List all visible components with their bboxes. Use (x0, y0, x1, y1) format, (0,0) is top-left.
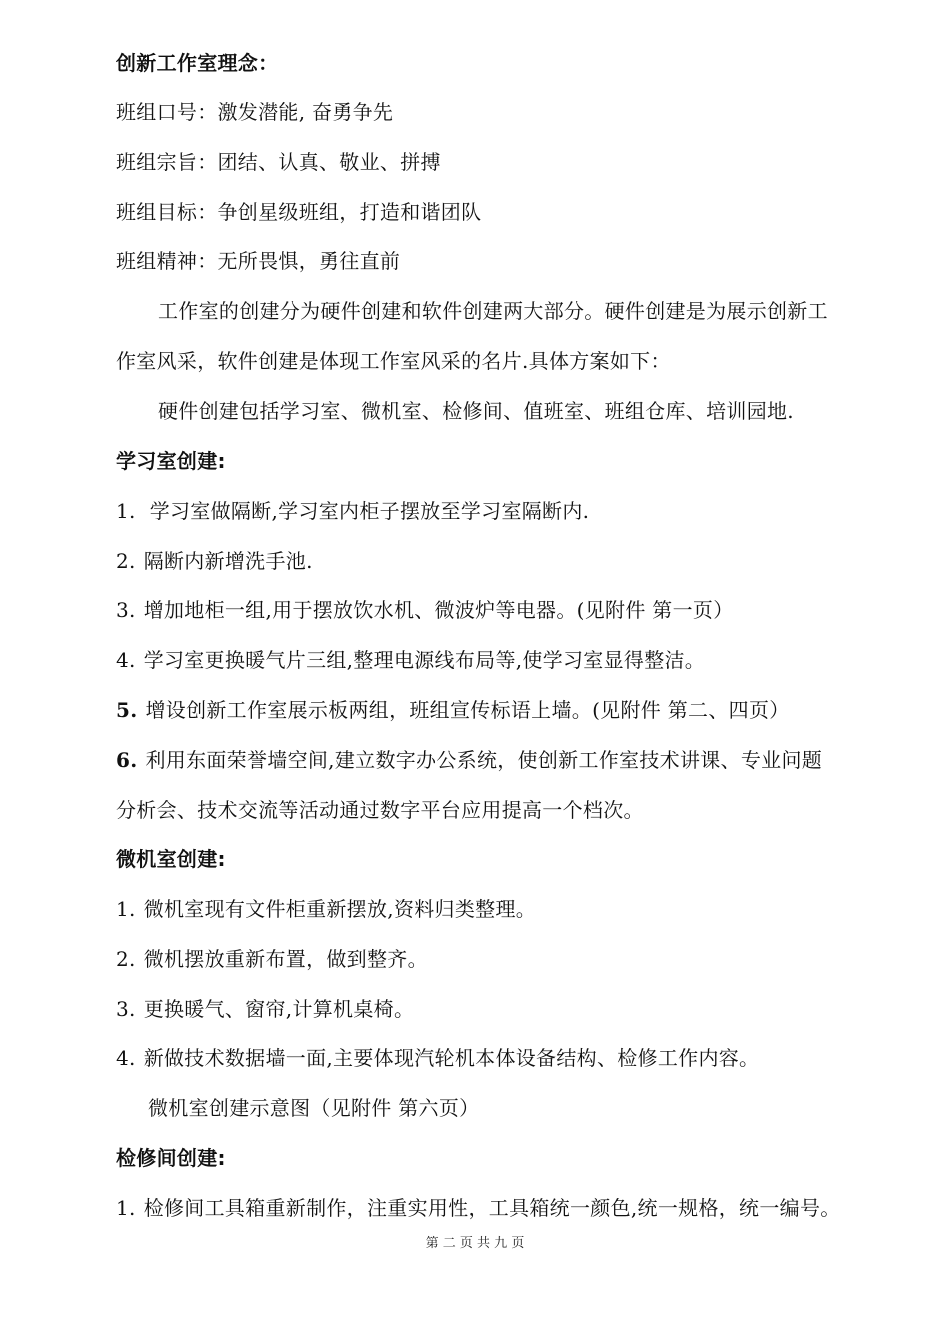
list-number: 5. (116, 698, 138, 722)
computer-diagram-note: 微机室创建示意图（见附件 第六页） (148, 1096, 480, 1120)
list-item-text: 学习室做隔断,学习室内柜子摆放至学习室隔断内. (149, 499, 590, 523)
list-item-text: 利用东面荣誉墙空间,建立数字办公系统，使创新工作室技术讲课、专业问题 (145, 748, 823, 772)
hardware-overview-line: 硬件创建包括学习室、微机室、检修间、值班室、班组仓库、培训园地. (158, 399, 794, 423)
repair-item-1 (116, 1195, 841, 1221)
study-item-6-continuation: 分析会、技术交流等活动通过数字平台应用提高一个档次。 (116, 798, 644, 822)
goal-line: 班组目标：争创星级班组，打造和谐团队 (116, 200, 482, 224)
study-item-4 (116, 647, 705, 673)
list-number: 4. (116, 648, 136, 672)
computer-item-4 (116, 1045, 759, 1071)
study-item-5 (116, 697, 790, 723)
list-number: 1. (116, 1196, 136, 1220)
list-item-text: 学习室更换暖气片三组,整理电源线布局等,使学习室显得整洁。 (143, 648, 706, 672)
list-item-text: 微机摆放重新布置，做到整齐。 (143, 947, 428, 971)
list-item-text: 隔断内新增洗手池. (143, 549, 313, 573)
list-item-text: 更换暖气、窗帘,计算机桌椅。 (143, 997, 415, 1021)
repair-room-heading: 检修间创建: (116, 1146, 226, 1170)
intro-paragraph-line-1: 工作室的创建分为硬件创建和软件创建两大部分。硬件创建是为展示创新工 (158, 299, 828, 323)
spirit-line: 班组精神：无所畏惧，勇往直前 (116, 249, 401, 273)
list-number: 1. (116, 499, 136, 523)
purpose-line: 班组宗旨：团结、认真、敬业、拼搏 (116, 150, 441, 174)
list-item-text: 检修间工具箱重新制作，注重实用性，工具箱统一颜色,统一规格，统一编号。 (143, 1196, 841, 1220)
intro-paragraph-line-2: 作室风采，软件创建是体现工作室风采的名片.具体方案如下： (116, 349, 671, 373)
study-room-heading: 学习室创建: (116, 449, 226, 473)
list-number: 6. (116, 748, 138, 772)
list-item-text: 微机室现有文件柜重新摆放,资料归类整理。 (143, 897, 537, 921)
slogan-line: 班组口号：激发潜能, 奋勇争先 (116, 100, 394, 124)
computer-room-heading: 微机室创建: (116, 847, 226, 871)
list-number: 2. (116, 947, 136, 971)
study-item-6 (116, 747, 822, 773)
study-item-1 (116, 498, 589, 524)
list-item-text: 增设创新工作室展示板两组，班组宣传标语上墙。(见附件 第二、四页） (145, 698, 790, 722)
computer-item-2 (116, 946, 428, 972)
study-item-2 (116, 548, 313, 574)
list-number: 3. (116, 997, 136, 1021)
list-item-text: 新做技术数据墙一面,主要体现汽轮机本体设备结构、检修工作内容。 (143, 1046, 760, 1070)
list-number: 2. (116, 549, 136, 573)
list-number: 3. (116, 598, 136, 622)
list-item-text: 增加地柜一组,用于摆放饮水机、微波炉等电器。(见附件 第一页） (143, 598, 734, 622)
list-number: 1. (116, 897, 136, 921)
computer-item-1 (116, 896, 536, 922)
computer-item-3 (116, 996, 414, 1022)
page-footer: 第 二 页 共 九 页 (425, 1236, 525, 1251)
philosophy-heading: 创新工作室理念： (116, 51, 279, 75)
study-item-3 (116, 597, 734, 623)
list-number: 4. (116, 1046, 136, 1070)
